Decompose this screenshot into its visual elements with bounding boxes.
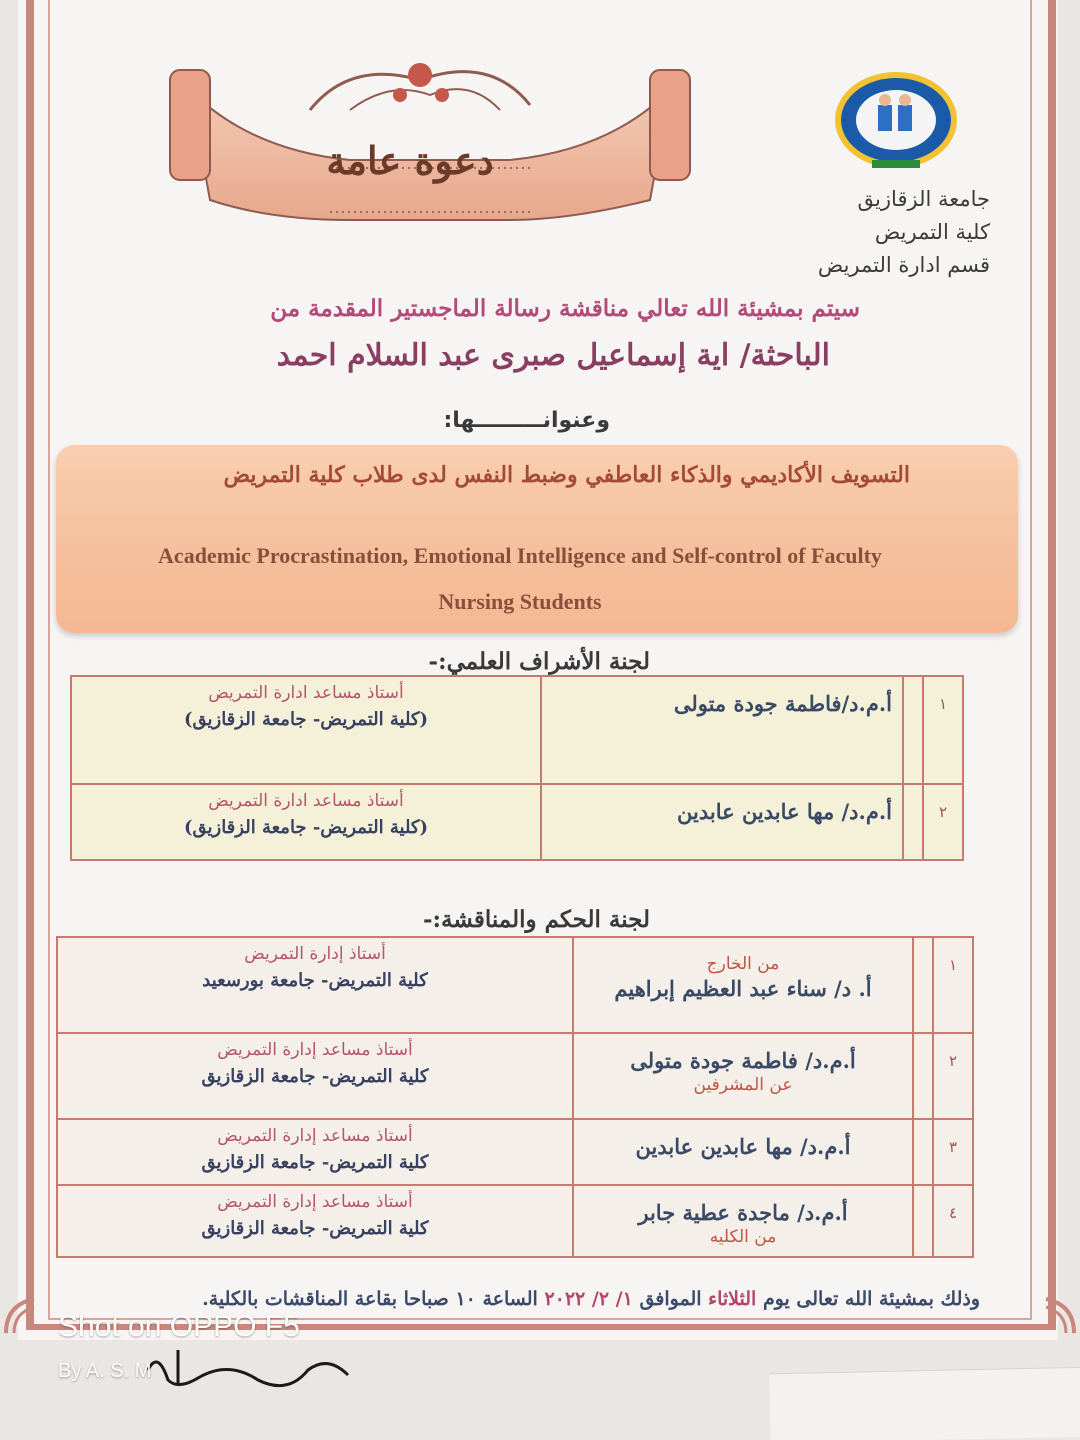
member-title: أستاذ مساعد ادارة التمريض xyxy=(208,791,404,811)
thesis-title-english xyxy=(80,533,960,625)
member-title: أستاذ مساعد إدارة التمريض xyxy=(217,1126,413,1146)
member-name xyxy=(541,676,903,784)
supervision-heading: لجنة الأشراف العلمي:- xyxy=(428,648,650,675)
table-row xyxy=(57,937,973,1033)
member-name xyxy=(573,937,913,1033)
banner xyxy=(150,50,710,230)
spacer-cell xyxy=(913,1119,933,1185)
member-title: أستاذ مساعد ادارة التمريض xyxy=(208,683,404,703)
supervision-table xyxy=(70,675,964,861)
member-affiliation xyxy=(71,676,541,784)
camera-watermark: Shot on OPPO F5 xyxy=(58,1310,300,1343)
member-institution: كلية التمريض- جامعة بورسعيد xyxy=(202,970,428,991)
member-affiliation xyxy=(57,1185,573,1257)
member-note-above: من الخارج xyxy=(706,954,780,974)
member-name-text: أ. د/ سناء عبد العظيم إبراهيم xyxy=(614,976,872,1001)
thesis-title-english-line2: Nursing Students xyxy=(438,589,602,614)
member-institution: كلية التمريض- جامعة الزقازيق xyxy=(201,1152,429,1173)
row-number: ١ xyxy=(933,937,973,1033)
jury-heading: لجنة الحكم والمناقشة:- xyxy=(422,906,650,933)
footer-part1: وذلك بمشيئة الله تعالى يوم xyxy=(762,1288,980,1310)
member-name xyxy=(573,1119,913,1185)
member-title: أستاذ مساعد إدارة التمريض xyxy=(217,1040,413,1060)
member-affiliation xyxy=(57,937,573,1033)
researcher-name: الباحثة/ اية إسماعيل صبرى عبد السلام احمد xyxy=(276,338,830,373)
table-row xyxy=(57,1185,973,1257)
member-name xyxy=(573,1033,913,1119)
spacer-cell xyxy=(913,937,933,1033)
spacer-cell xyxy=(913,1033,933,1119)
footer-part3: الساعة ١٠ صباحا xyxy=(403,1288,538,1310)
row-number: ٢ xyxy=(933,1033,973,1119)
jury-table xyxy=(56,936,974,1258)
member-name-text: أ.م.د/فاطمة جودة متولى xyxy=(673,691,892,716)
paper-edge xyxy=(769,1367,1080,1440)
intro-sentence: سيتم بمشيئة الله تعالي مناقشة رسالة الماجستير المقدمة من xyxy=(270,295,860,322)
member-title: أستاذ مساعد إدارة التمريض xyxy=(217,1192,413,1212)
spacer-cell xyxy=(903,676,923,784)
thesis-title-english-line1: Academic Procrastination, Emotional Intelligence and Self-control of Faculty xyxy=(158,543,882,568)
university-name: جامعة الزقازيق xyxy=(857,187,990,211)
row-number: ٢ xyxy=(923,784,963,860)
thesis-title-arabic: التسويف الأكاديمي والذكاء العاطفي وضبط النفس لدى طلاب كلية التمريض xyxy=(223,462,910,488)
member-name-text: أ.م.د/ مها عابدين عابدين xyxy=(677,799,892,824)
title-label: وعنوانـــــــــها: xyxy=(443,408,610,433)
footer-schedule xyxy=(40,1288,980,1310)
table-row xyxy=(57,1119,973,1185)
banner-title: دعوة عامة xyxy=(326,138,494,183)
corner-ornament-icon xyxy=(4,1295,44,1335)
corner-ornament-icon xyxy=(1036,1295,1076,1335)
signature-icon xyxy=(138,1340,368,1400)
footer-date: ١/ ٢/ ٢٠٢٢ xyxy=(544,1288,633,1310)
department-name: قسم ادارة التمريض xyxy=(817,253,990,277)
member-name-text: أ.م.د/ مها عابدين عابدين xyxy=(635,1134,851,1159)
author-watermark: By A. S. M xyxy=(58,1360,152,1382)
member-affiliation xyxy=(71,784,541,860)
spacer-cell xyxy=(913,1185,933,1257)
faculty-logo-icon xyxy=(832,70,960,175)
member-name-text: أ.م.د/ فاطمة جودة متولى xyxy=(630,1048,856,1073)
member-institution: كلية التمريض- جامعة الزقازيق xyxy=(201,1066,429,1087)
table-row xyxy=(71,676,963,784)
member-affiliation xyxy=(57,1119,573,1185)
member-institution: (كلية التمريض- جامعة الزقازيق) xyxy=(183,709,429,730)
spacer-cell xyxy=(903,784,923,860)
member-institution: (كلية التمريض- جامعة الزقازيق) xyxy=(183,817,429,838)
member-note-below: عن المشرفين xyxy=(693,1075,793,1095)
footer-part4: بقاعة المناقشات بالكلية. xyxy=(202,1288,397,1310)
member-institution: كلية التمريض- جامعة الزقازيق xyxy=(201,1218,429,1239)
row-number: ٤ xyxy=(933,1185,973,1257)
table-row xyxy=(71,784,963,860)
member-affiliation xyxy=(57,1033,573,1119)
table-row xyxy=(57,1033,973,1119)
member-name-text: أ.م.د/ ماجدة عطية جابر xyxy=(638,1200,848,1225)
footer-day: الثلاثاء xyxy=(708,1288,757,1310)
row-number: ١ xyxy=(923,676,963,784)
member-title: أستاذ إدارة التمريض xyxy=(244,944,386,964)
member-note-below: من الكليه xyxy=(709,1227,777,1247)
member-name xyxy=(541,784,903,860)
footer-part2: الموافق xyxy=(639,1288,702,1310)
row-number: ٣ xyxy=(933,1119,973,1185)
member-name xyxy=(573,1185,913,1257)
institution-block xyxy=(818,183,990,282)
faculty-name: كلية التمريض xyxy=(874,220,990,244)
